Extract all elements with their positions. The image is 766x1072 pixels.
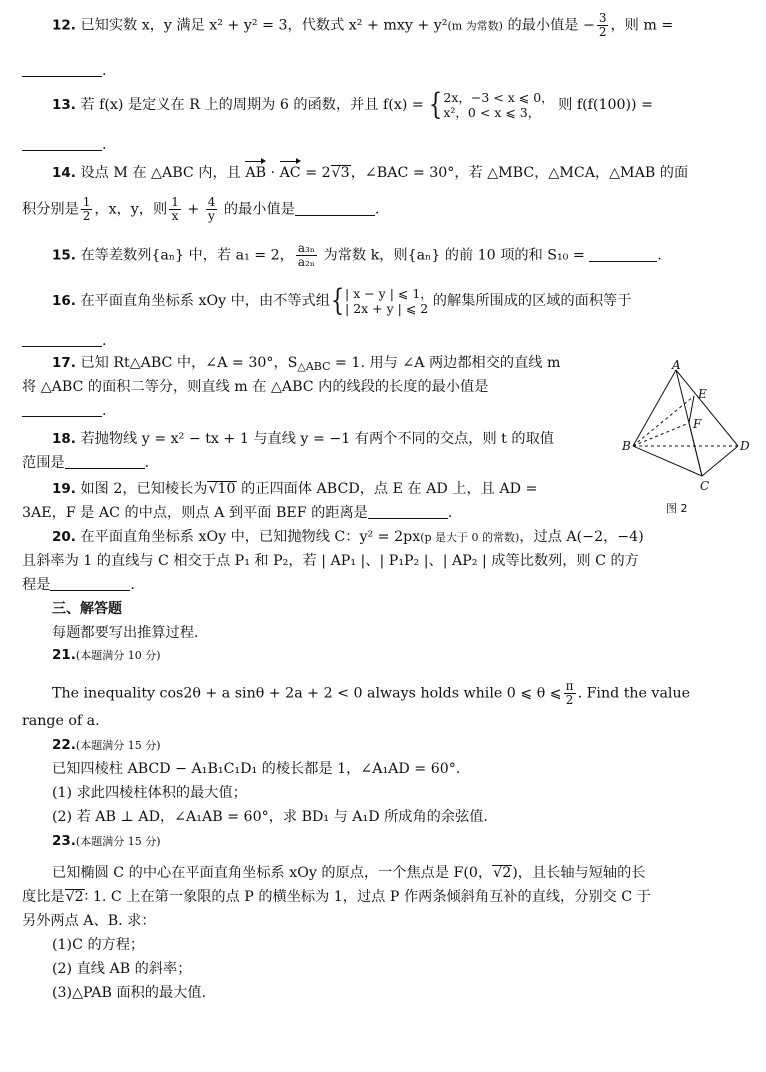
q14-frac1-num: 1 xyxy=(82,195,91,209)
q12-frac-numerator: 3 xyxy=(598,11,607,25)
q14-dot: · xyxy=(266,165,280,181)
q13-text2: 则 f(f(100)) = xyxy=(558,97,653,113)
q21-line2 xyxy=(22,712,100,731)
line-be xyxy=(633,396,694,446)
label-c: C xyxy=(700,479,710,493)
q23-text: 已知椭圆 C 的中心在平面直角坐标系 xOy 的原点，一个焦点是 F(0， xyxy=(52,865,493,881)
q14-frac2-den: x xyxy=(171,209,179,223)
q19-answer-blank xyxy=(368,504,448,519)
q22-line1 xyxy=(52,760,460,779)
q13-number: 13. xyxy=(52,97,76,113)
q20-number: 20. xyxy=(52,529,76,545)
q13-end: . xyxy=(102,137,107,153)
q16-case1: | x − y | ⩽ 1， xyxy=(345,286,433,301)
q14-end: . xyxy=(374,201,380,218)
q23-part1 xyxy=(52,936,144,955)
q21-line1 xyxy=(52,680,690,707)
q21-text2: . Find the value xyxy=(577,685,690,702)
q12-fraction xyxy=(597,12,609,39)
tetrahedron-figure xyxy=(618,360,758,510)
q14-vector-ab: AB xyxy=(245,165,267,181)
q21-score: (本题满分 10 分) xyxy=(75,649,161,662)
q14-text2: = 2 xyxy=(305,165,331,181)
q14-text: 设点 M 在 △ABC 内，且 xyxy=(80,165,241,181)
q14-line2a: 积分别是 xyxy=(22,201,79,218)
q22-part1 xyxy=(52,784,247,803)
q14-sqrt: √3 xyxy=(331,165,350,181)
q19-number: 19. xyxy=(52,481,76,497)
q21-header xyxy=(52,646,161,665)
q20-line2: 且斜率为 1 的直线与 C 相交于点 P₁ 和 P₂，若 | AP₁ |、| P₁P₂ |、| AP₂ | 成等比数列，则 C 的方 xyxy=(22,553,639,569)
q20-text: 在平面直角坐标系 xOy 中，已知抛物线 C：y² = 2px xyxy=(80,529,421,545)
q23-score: (本题满分 15 分) xyxy=(75,835,161,848)
q16-text: 在平面直角坐标系 xOy 中，由不等式组 xyxy=(80,293,330,309)
q23-header xyxy=(52,832,161,851)
q12-text2: 的最小值是 − xyxy=(507,17,595,34)
q23-sqrt2-value: 2 xyxy=(74,889,84,905)
q19-line1 xyxy=(52,480,537,499)
q14-number: 14. xyxy=(52,165,76,181)
q18-number: 18. xyxy=(52,431,76,447)
q23-part2 xyxy=(52,960,191,979)
q14-line2 xyxy=(22,196,379,223)
q23-line2 xyxy=(22,888,651,907)
q17-line1 xyxy=(52,354,560,376)
q20-answer-blank xyxy=(50,576,130,591)
q15-frac xyxy=(296,242,317,269)
q16-brace: { xyxy=(330,283,345,318)
q20-line3 xyxy=(22,576,135,595)
label-b: B xyxy=(622,439,631,453)
q15-text: 在等差数列{aₙ} 中，若 a₁ = 2， xyxy=(80,247,294,264)
q14-frac2-num: 1 xyxy=(171,195,179,209)
q19-sqrt-value: 10 xyxy=(217,481,236,497)
q22-number: 22. xyxy=(52,737,76,753)
q23-number: 23. xyxy=(52,833,76,849)
q17-end: . xyxy=(102,403,107,419)
q19-text2: 的正四面体 ABCD，点 E 在 AD 上，且 AD = xyxy=(241,481,538,497)
q14-frac2 xyxy=(169,196,181,223)
q17-text: 已知 Rt△ABC 中，∠A = 30°，S xyxy=(80,355,298,371)
q20-line1 xyxy=(52,528,644,547)
label-a: A xyxy=(672,360,681,372)
q14-frac3-num: 4 xyxy=(207,195,216,209)
section3-title: 三、解答题 xyxy=(52,601,122,617)
q17-line2 xyxy=(22,378,488,397)
q22-text: 已知四棱柱 ABCD − A₁B₁C₁D₁ 的棱长都是 1，∠A₁AD = 60°. xyxy=(52,761,461,777)
q23-line1 xyxy=(52,864,645,883)
q14-line2c: 的最小值是 xyxy=(223,201,295,218)
q22-part2-text: (2) 若 AB ⊥ AD，∠A₁AB = 60°，求 BD₁ 与 A₁D 所成角的余弦值. xyxy=(52,809,488,825)
q13-brace: { xyxy=(429,87,443,122)
section3-line xyxy=(52,600,122,619)
q15-line1 xyxy=(52,242,662,269)
q13-answer-line xyxy=(22,136,107,155)
q18-text: 若抛物线 y = x² − tx + 1 与直线 y = −1 有两个不同的交点，则 t 的取值 xyxy=(80,431,554,447)
q23-part3-text: (3)△PAB 面积的最大值. xyxy=(52,985,207,1001)
q14-line2b: ，x，y，则 xyxy=(94,201,168,218)
q23-sqrt-value: 2 xyxy=(502,865,512,881)
q23-line3-text: 另外两点 A、B. 求： xyxy=(22,913,156,929)
q21-frac-den: 2 xyxy=(565,693,574,707)
q14-sqrt-value: 3 xyxy=(340,165,350,181)
q22-header xyxy=(52,736,161,755)
q19-line2 xyxy=(22,504,452,523)
q18-line1 xyxy=(52,430,554,449)
q23-sqrt: √2 xyxy=(493,865,512,881)
q16-end: . xyxy=(102,333,107,349)
figure-caption: 图 2 xyxy=(666,502,688,515)
q14-answer-blank xyxy=(295,201,375,216)
q12-note: (m 为常数) xyxy=(447,19,503,33)
q15-answer-blank xyxy=(589,247,657,262)
q16-case2: | 2x + y | ⩽ 2 xyxy=(345,301,429,316)
q18-end: . xyxy=(144,455,150,471)
q13-cases xyxy=(443,90,553,120)
q16-cases xyxy=(345,286,433,316)
q23-part2-text: (2) 直线 AB 的斜率； xyxy=(52,961,192,977)
q19-text: 如图 2，已知棱长为 xyxy=(80,481,208,497)
q15-end: . xyxy=(657,247,662,264)
q19-end: . xyxy=(447,505,453,521)
q12-answer-blank xyxy=(22,62,102,77)
section3-instruction: 每题都要写出推算过程. xyxy=(52,625,199,641)
label-e: E xyxy=(698,387,707,401)
q12-number: 12. xyxy=(52,17,76,34)
q16-line1 xyxy=(52,283,632,318)
q21-frac xyxy=(564,680,576,707)
q18-line2: 范围是 xyxy=(22,455,65,471)
q21-frac-num: π xyxy=(565,679,574,693)
q15-text2: 为常数 k，则{aₙ} 的前 10 项的和 S₁₀ = xyxy=(323,247,585,264)
q20-note: (p 是大于 0 的常数) xyxy=(420,531,520,544)
q16-text2: 的解集所围成的区域的面积等于 xyxy=(432,293,632,309)
q20-line3: 程是 xyxy=(22,577,51,593)
label-f: F xyxy=(693,417,702,431)
q23-line3 xyxy=(22,912,156,931)
q13-case1: 2x，−3 < x ⩽ 0， xyxy=(443,90,554,105)
q16-number: 16. xyxy=(52,293,76,309)
q14-line1 xyxy=(52,164,688,183)
q17-number: 17. xyxy=(52,355,76,371)
q21-number: 21. xyxy=(52,647,76,663)
q23-line2b: ∶ 1. C 上在第一象限的点 P 的横坐标为 1，过点 P 作两条倾斜角互补的直线，分别交 C 于 xyxy=(84,889,651,905)
q20-line2 xyxy=(22,552,639,571)
q12-end: . xyxy=(102,63,107,79)
q12-text: 已知实数 x，y 满足 x² + y² = 3，代数式 x² + mxy + y² xyxy=(80,17,448,34)
q23-sqrt2: √2 xyxy=(65,889,84,905)
q14-frac1 xyxy=(81,196,93,223)
q19-sqrt: √10 xyxy=(208,481,236,497)
label-d: D xyxy=(740,439,750,453)
q14-frac3 xyxy=(206,196,218,223)
q17-text2: = 1. 用与 ∠A 两边都相交的直线 m xyxy=(335,355,561,371)
q22-part2 xyxy=(52,808,488,827)
q13-answer-blank xyxy=(22,136,102,151)
q14-frac3-den: y xyxy=(208,209,215,223)
q21-text: The inequality cos2θ + a sinθ + 2a + 2 < 0 always holds while 0 ⩽ θ ⩽ xyxy=(52,685,562,702)
q23-part1-text: (1)C 的方程； xyxy=(52,937,145,953)
q17-line2: 将 △ABC 的面积二等分，则直线 m 在 △ABC 内的线段的长度的最小值是 xyxy=(22,379,489,395)
q12-frac-denominator: 2 xyxy=(598,25,607,39)
q18-line2 xyxy=(22,454,149,473)
q23-text2: )，且长轴与短轴的长 xyxy=(512,865,646,881)
q20-text2: ，过点 A(−2，−4) xyxy=(519,529,644,545)
q19-line2: 3AE，F 是 AC 的中点，则点 A 到平面 BEF 的距离是 xyxy=(22,505,368,521)
q15-frac-num: a₃ₙ xyxy=(297,241,316,255)
q15-number: 15. xyxy=(52,247,76,264)
q16-answer-blank xyxy=(22,332,102,347)
q23-part3 xyxy=(52,984,206,1003)
q14-text3: ，∠BAC = 30°，若 △MBC，△MCA，△MAB 的面 xyxy=(350,165,689,181)
q13-text: 若 f(x) 是定义在 R 上的周期为 6 的函数，并且 f(x) = xyxy=(80,97,424,113)
edge-cd xyxy=(702,446,738,476)
q13-line1 xyxy=(52,87,653,122)
q14-vector-ac: AC xyxy=(279,165,301,181)
edge-bc xyxy=(633,446,702,476)
q15-frac-den: a₂ₙ xyxy=(297,255,316,269)
section3-instruction-line xyxy=(52,624,198,643)
q22-part1-text: (1) 求此四棱柱体积的最大值； xyxy=(52,785,247,801)
q12-text3: ，则 m = xyxy=(610,17,674,34)
q12-answer-line xyxy=(22,62,107,81)
line-bf xyxy=(633,423,689,446)
q22-score: (本题满分 15 分) xyxy=(75,739,161,752)
q17-subscript: △ABC xyxy=(297,360,331,373)
q12-line1 xyxy=(52,12,673,39)
q20-end: . xyxy=(130,577,135,593)
q14-frac1-den: 2 xyxy=(82,209,91,223)
q17-answer-blank xyxy=(22,402,102,417)
edge-ab xyxy=(633,370,676,446)
q23-line2a: 度比是 xyxy=(22,889,65,905)
q13-case2: x²，0 < x ⩽ 3， xyxy=(443,105,541,120)
q18-answer-blank xyxy=(65,454,145,469)
q21-line2: range of a. xyxy=(22,713,100,729)
q17-answer-line xyxy=(22,402,107,421)
q16-answer-line xyxy=(22,332,107,351)
q14-plus: + xyxy=(182,201,204,218)
